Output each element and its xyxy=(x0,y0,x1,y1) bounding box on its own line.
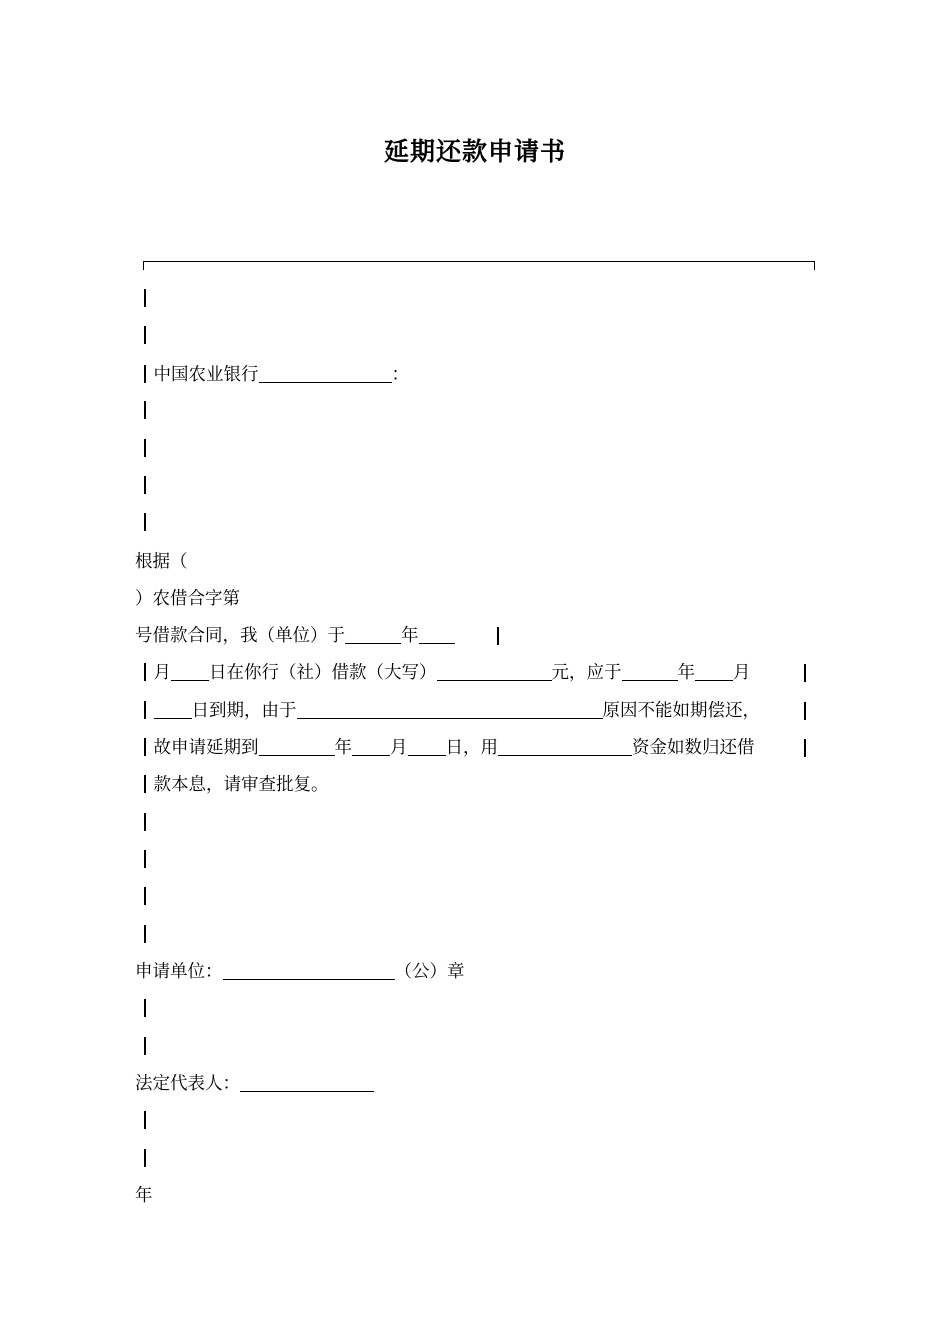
borrow-year-blank[interactable] xyxy=(345,625,401,644)
frame-bar-line xyxy=(135,1146,146,1172)
body-line-2 xyxy=(135,660,751,686)
extend-day-blank[interactable] xyxy=(408,737,446,756)
extend-day-label: 日，用 xyxy=(445,738,498,758)
body-line-5 xyxy=(135,772,329,798)
frame-bar-line xyxy=(135,473,146,499)
bank-branch-blank[interactable] xyxy=(259,364,392,383)
frame-bar-line xyxy=(135,847,146,873)
frame-bar-line xyxy=(135,922,146,948)
frame-bar-line xyxy=(135,810,146,836)
legal-rep-label: 法定代表人： xyxy=(135,1074,240,1094)
bank-name-suffix: ： xyxy=(391,365,409,385)
extend-year-label: 年 xyxy=(334,738,352,758)
frame-bar-line xyxy=(135,436,146,462)
frame-bar-line xyxy=(135,1034,146,1060)
body-line-4 xyxy=(135,735,755,761)
contract-no-text: 号借款合同，我（单位）于 xyxy=(135,626,345,646)
frame-bar-line xyxy=(135,884,146,910)
applicant-name-blank[interactable] xyxy=(223,961,395,980)
borrow-day-blank[interactable] xyxy=(171,662,209,681)
extend-month-blank[interactable] xyxy=(352,737,390,756)
legal-rep-line xyxy=(135,1071,374,1097)
legal-rep-blank[interactable] xyxy=(240,1073,374,1092)
date-year-label: 年 xyxy=(135,1186,153,1206)
loan-text: 日在你行（社）借款（大写） xyxy=(209,663,437,683)
closing-text: 款本息，请审查批复。 xyxy=(153,775,329,795)
frame-bar-line xyxy=(135,398,146,424)
reason-suffix: 原因不能如期偿还， xyxy=(602,701,760,721)
bank-name-prefix: 中国农业银行 xyxy=(153,365,259,385)
frame-right-bar xyxy=(497,627,499,645)
due-month-label: 月 xyxy=(733,663,751,683)
frame-right-bar xyxy=(804,664,806,682)
applicant-line xyxy=(135,959,465,985)
body-line-1 xyxy=(135,623,455,649)
fund-source-blank[interactable] xyxy=(498,737,632,756)
document-title: 延期还款申请书 xyxy=(383,137,566,166)
frame-right-bar xyxy=(804,702,806,720)
extend-year-blank[interactable] xyxy=(259,737,335,756)
due-year-label: 年 xyxy=(677,663,695,683)
due-text: 元，应于 xyxy=(551,663,622,683)
due-day-blank[interactable] xyxy=(154,700,192,719)
loan-amount-blank[interactable] xyxy=(437,662,552,681)
borrow-month-blank[interactable] xyxy=(419,625,455,644)
month-label: 月 xyxy=(153,663,171,683)
basis-line-2: ）农借合字第 xyxy=(135,589,240,609)
frame-bar-line xyxy=(135,510,146,536)
repay-text: 资金如数归还借 xyxy=(632,738,755,758)
reason-blank[interactable] xyxy=(297,700,603,719)
frame-bar-line xyxy=(135,1108,146,1134)
extend-text: 故申请延期到 xyxy=(153,738,259,758)
due-month-blank[interactable] xyxy=(695,662,733,681)
body-line-3 xyxy=(135,698,760,724)
reason-text: 日到期，由于 xyxy=(191,701,297,721)
applicant-label: 申请单位： xyxy=(135,962,223,982)
addressee-line xyxy=(135,362,409,388)
frame-bar-line xyxy=(135,996,146,1022)
extend-month-label: 月 xyxy=(390,738,408,758)
frame-bar-line xyxy=(135,323,146,349)
form-frame-top-border xyxy=(143,261,815,270)
due-year-blank[interactable] xyxy=(622,662,678,681)
frame-right-bar xyxy=(804,739,806,757)
basis-line-1: 根据（ xyxy=(135,552,188,572)
frame-bar-line xyxy=(135,286,146,312)
applicant-seal-label: （公）章 xyxy=(394,962,465,982)
year-label: 年 xyxy=(401,626,419,646)
